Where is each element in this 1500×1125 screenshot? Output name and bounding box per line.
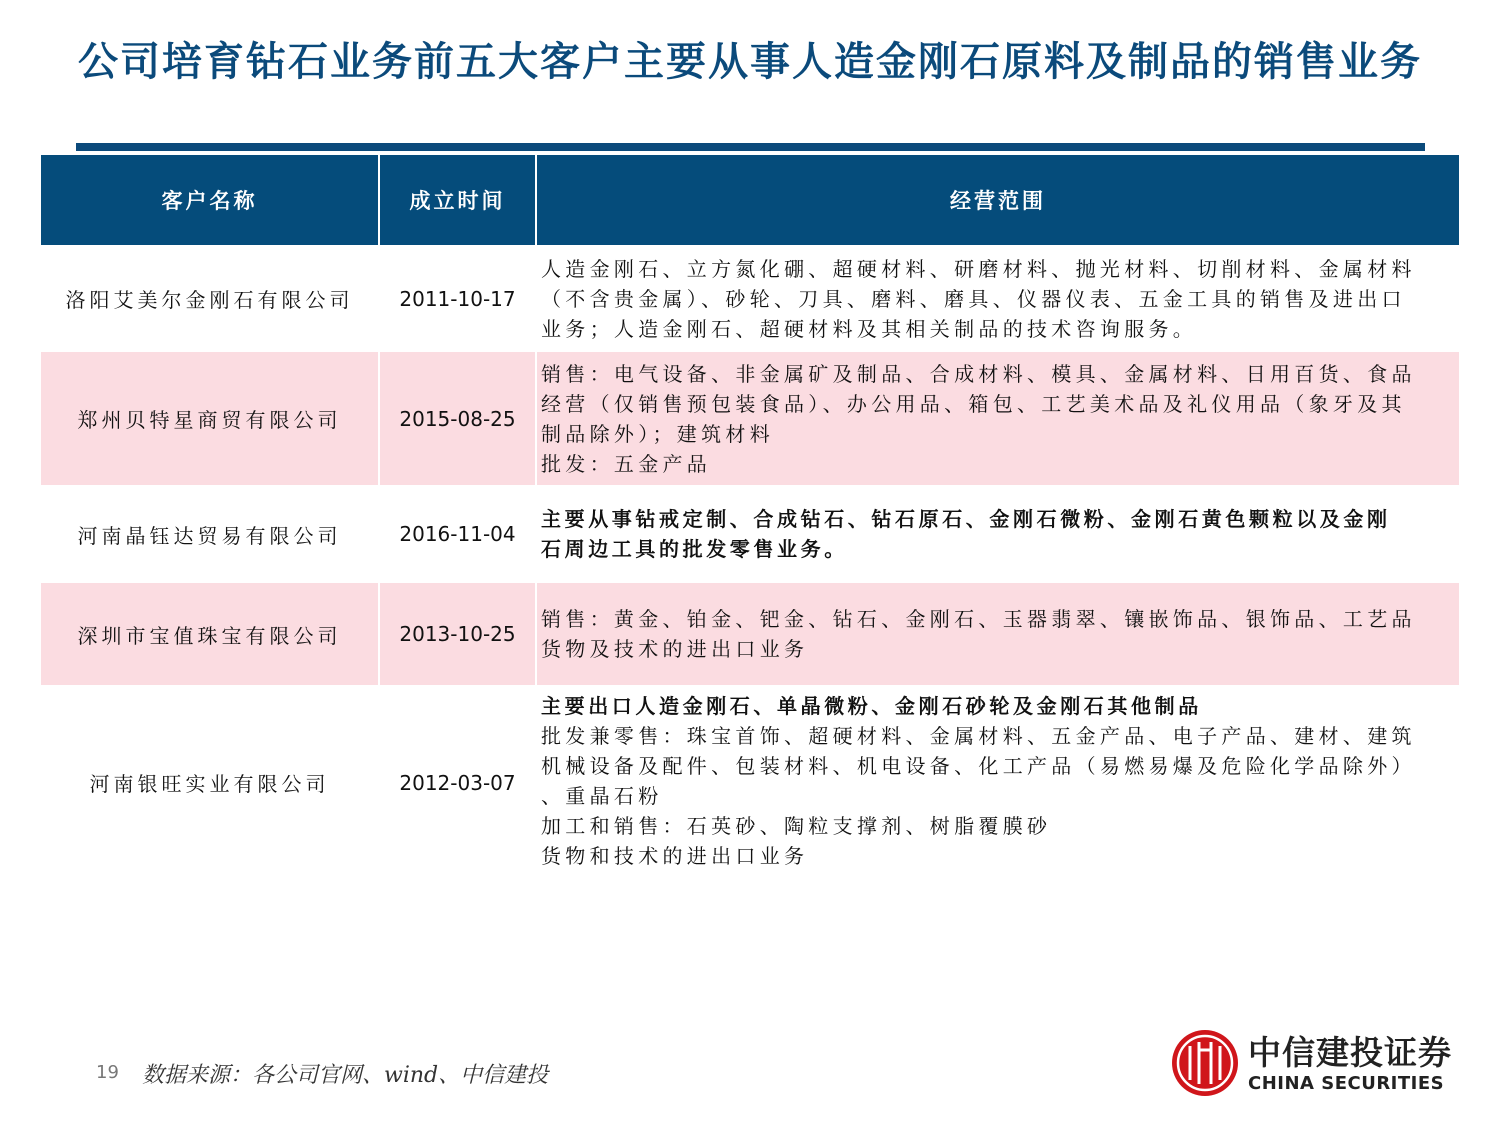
established-date-cell xyxy=(380,352,535,485)
established-date-cell-text: 2016-11-04 xyxy=(399,522,516,546)
table-row xyxy=(41,685,1459,880)
citic-emblem-icon xyxy=(1170,1028,1240,1098)
scope-line: 石周边工具的批发零售业务。 xyxy=(541,537,848,561)
scope-line: 销售：电气设备、非金属矿及制品、合成材料、模具、金属材料、日用百货、食品 xyxy=(541,361,1416,386)
customer-name-cell-text: 郑州贝特星商贸有限公司 xyxy=(77,408,342,432)
customer-name-cell xyxy=(41,352,378,485)
established-date-cell xyxy=(380,685,535,880)
title-divider xyxy=(76,143,1425,151)
established-date-cell xyxy=(380,245,535,352)
scope-line: 加工和销售：石英砂、陶粒支撑剂、树脂覆膜砂 xyxy=(541,814,1052,838)
business-scope-cell xyxy=(537,583,1459,685)
scope-line: 机械设备及配件、包装材料、机电设备、化工产品（易燃易爆及危险化学品除外） xyxy=(541,754,1416,778)
established-date-cell-text: 2015-08-25 xyxy=(399,406,516,431)
header-business-scope: 经营范围 xyxy=(537,155,1459,245)
page-number: 19 xyxy=(96,1062,119,1083)
customer-name-cell xyxy=(41,685,378,880)
logo-chinese-name: 中信建投证券 xyxy=(1248,1032,1452,1072)
scope-line: 销售：黄金、铂金、钯金、钻石、金刚石、玉器翡翠、镶嵌饰品、银饰品、工艺品 xyxy=(541,607,1416,631)
scope-line: 货物及技术的进出口业务 xyxy=(541,637,809,661)
customer-name-cell-text: 河南晶钰达贸易有限公司 xyxy=(77,523,342,548)
scope-line: 经营（仅销售预包装食品）、办公用品、箱包、工艺美术品及礼仪用品（象牙及其 xyxy=(541,391,1406,416)
customer-table xyxy=(41,155,1459,880)
scope-line: 主要出口人造金刚石、单晶微粉、金刚石砂轮及金刚石其他制品 xyxy=(541,694,1202,718)
business-scope-cell xyxy=(537,352,1459,485)
scope-line: 、重晶石粉 xyxy=(541,784,663,808)
logo-english-name: CHINA SECURITIES xyxy=(1248,1072,1445,1094)
scope-line: 批发：五金产品 xyxy=(541,451,712,476)
header-established-date: 成立时间 xyxy=(380,155,535,245)
customer-name-cell-text: 深圳市宝值珠宝有限公司 xyxy=(77,623,342,648)
table-row xyxy=(41,485,1459,583)
scope-line: 主要从事钻戒定制、合成钻石、钻石原石、金刚石微粉、金刚石黄色颗粒以及金刚 xyxy=(541,507,1391,531)
table-header xyxy=(41,155,1459,245)
established-date-cell-text: 2012-03-07 xyxy=(399,770,516,795)
page-title: 公司培育钻石业务前五大客户主要从事人造金刚石原料及制品的销售业务 xyxy=(78,39,1422,85)
customer-name-cell xyxy=(41,245,378,352)
customer-name-cell-text: 河南银旺实业有限公司 xyxy=(89,772,330,796)
table-row xyxy=(41,583,1459,685)
established-date-cell xyxy=(380,485,535,583)
established-date-cell xyxy=(380,583,535,685)
scope-line: （不含贵金属）、砂轮、刀具、磨料、磨具、仪器仪表、五金工具的销售及进出口 xyxy=(541,286,1406,311)
customer-name-cell xyxy=(41,583,378,685)
data-source: 数据来源：各公司官网、wind、中信建投 xyxy=(142,1063,549,1088)
business-scope-text xyxy=(541,604,1416,664)
business-scope-cell xyxy=(537,245,1459,352)
business-scope-cell xyxy=(537,685,1459,880)
header-customer-name: 客户名称 xyxy=(41,155,378,245)
established-date-cell-text: 2011-10-17 xyxy=(399,286,516,311)
business-scope-text xyxy=(541,254,1416,344)
business-scope-cell xyxy=(537,485,1459,583)
business-scope-text xyxy=(541,691,1416,871)
china-securities-logo xyxy=(1170,1028,1452,1098)
table-row xyxy=(41,352,1459,485)
scope-line: 业务；人造金刚石、超硬材料及其相关制品的技术咨询服务。 xyxy=(541,316,1198,341)
customer-name-cell-text: 洛阳艾美尔金刚石有限公司 xyxy=(65,288,354,312)
scope-line: 人造金刚石、立方氮化硼、超硬材料、研磨材料、抛光材料、切削材料、金属材料 xyxy=(541,256,1416,281)
business-scope-text xyxy=(541,359,1416,479)
scope-line: 货物和技术的进出口业务 xyxy=(541,844,809,868)
business-scope-text xyxy=(541,504,1391,564)
scope-line: 批发兼零售：珠宝首饰、超硬材料、金属材料、五金产品、电子产品、建材、建筑 xyxy=(541,724,1416,748)
scope-line: 制品除外）；建筑材料 xyxy=(541,421,774,446)
table-row xyxy=(41,245,1459,352)
customer-name-cell xyxy=(41,485,378,583)
established-date-cell-text: 2013-10-25 xyxy=(399,622,516,646)
